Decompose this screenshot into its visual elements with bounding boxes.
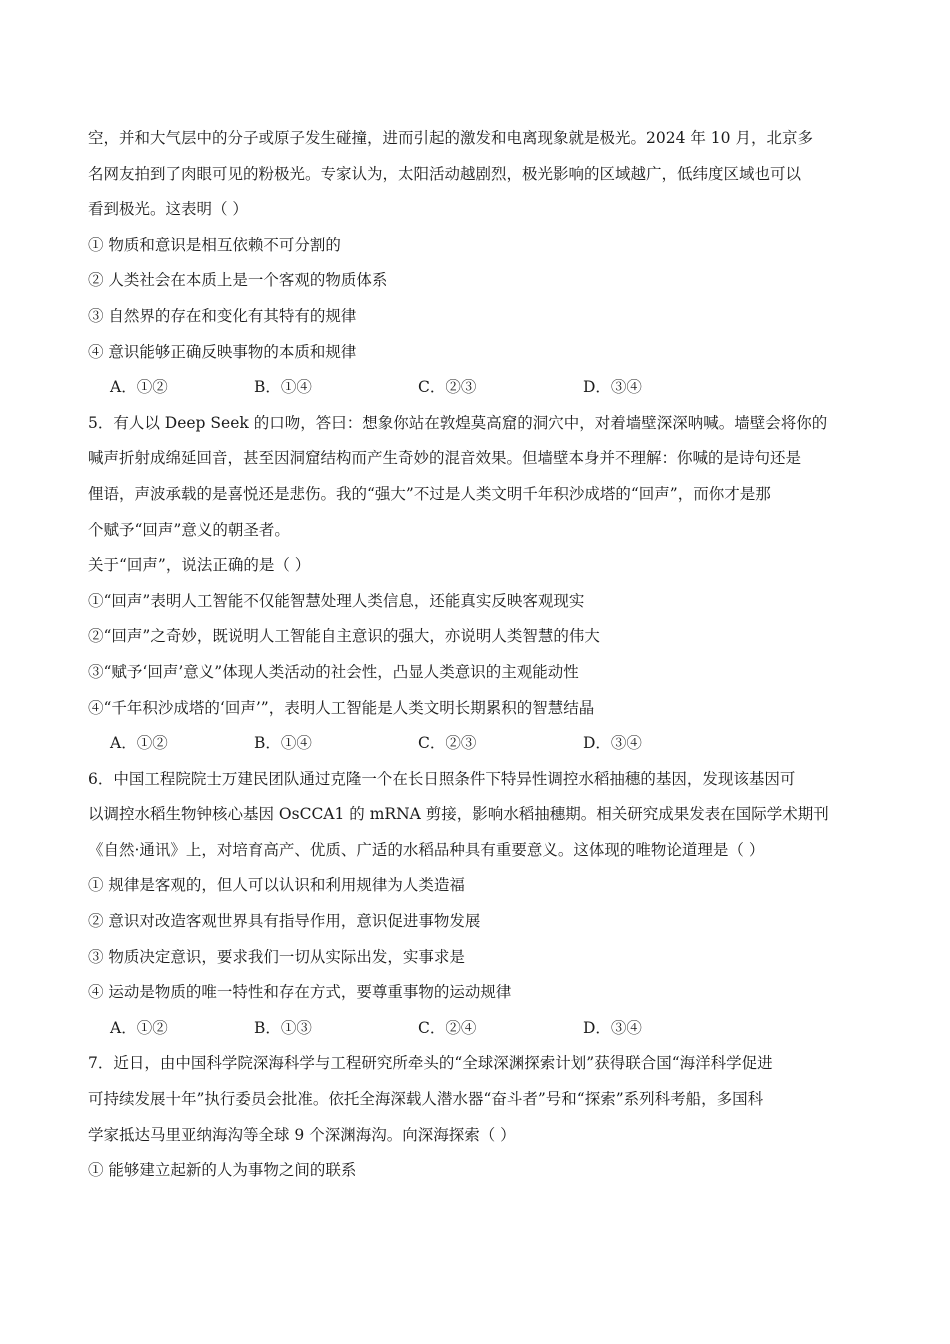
- q4-options: [88, 370, 868, 406]
- q6-stem-line-3: 《自然·通讯》上，对培育高产、优质、广适的水稻品种具有重要意义。这体现的唯物论道理是（ ）: [88, 840, 765, 859]
- page-content: [88, 121, 868, 1189]
- q7-stem-line-3: 学家抵达马里亚纳海沟等全球 9 个深渊海沟。向深海探索（ ）: [88, 1125, 516, 1144]
- q4-statement-2: ② 人类社会在本质上是一个客观的物质体系: [88, 271, 388, 290]
- q5-statement-4: ④“千年积沙成塔的‘回声’”，表明人工智能是人类文明长期累积的智慧结晶: [88, 698, 595, 717]
- q4-option-d: D．③④: [583, 378, 642, 397]
- q4-stem-line-1: 空，并和大气层中的分子或原子发生碰撞，进而引起的激发和电离现象就是极光。2024 年 10 月，北京多: [88, 129, 813, 147]
- q6-option-c: C．②④: [418, 1018, 477, 1037]
- q5-statement-2: ②“回声”之奇妙，既说明人工智能自主意识的强大，亦说明人类智慧的伟大: [88, 627, 600, 646]
- q5-option-b: B．①④: [254, 734, 312, 753]
- q6-option-d: D．③④: [583, 1018, 642, 1037]
- q5-stem-line-4: 个赋予“回声”意义的朝圣者。: [88, 520, 290, 539]
- q5-option-a: A．①②: [110, 734, 168, 753]
- q6-statement-3: ③ 物质决定意识，要求我们一切从实际出发，实事求是: [88, 947, 465, 966]
- q5-option-d: D．③④: [583, 734, 642, 753]
- q6-option-a: A．①②: [110, 1018, 168, 1037]
- q5-stem-line-1: 5．有人以 Deep Seek 的口吻，答曰：想象你站在敦煌莫高窟的洞穴中，对着墙壁深深呐喊。墙壁会将你的: [88, 413, 828, 432]
- q6-stem-line-2: 以调控水稻生物钟核心基因 OsCCA1 的 mRNA 剪接，影响水稻抽穗期。相关研究成果发表在国际学术期刊: [88, 805, 829, 824]
- q5-options: [88, 726, 868, 762]
- q4-stem-line-3: 看到极光。这表明（ ）: [88, 200, 248, 219]
- q5-statement-1: ①“回声”表明人工智能不仅能智慧处理人类信息，还能真实反映客观现实: [88, 591, 585, 610]
- q5-stem-line-3: 俚语，声波承载的是喜悦还是悲伤。我的“强大”不过是人类文明千年积沙成塔的“回声”，而你才是那: [88, 484, 771, 503]
- q4-stem-line-2: 名网友拍到了肉眼可见的粉极光。专家认为，太阳活动越剧烈，极光影响的区域越广，低纬度区域也可以: [88, 164, 802, 183]
- q6-stem-line-1: 6．中国工程院院士万建民团队通过克隆一个在长日照条件下特异性调控水稻抽穗的基因，发现该基因可: [88, 769, 796, 788]
- q4-statement-3: ③ 自然界的存在和变化有其特有的规律: [88, 306, 357, 325]
- q7-statement-1: ① 能够建立起新的人为事物之间的联系: [88, 1161, 357, 1180]
- q7-stem-line-1: 7．近日，由中国科学院深海科学与工程研究所牵头的“全球深渊探索计划”获得联合国“海洋科学促进: [88, 1054, 773, 1073]
- q5-statement-3: ③“赋予‘回声’意义”体现人类活动的社会性，凸显人类意识的主观能动性: [88, 662, 579, 681]
- q6-statement-2: ② 意识对改造客观世界具有指导作用，意识促进事物发展: [88, 912, 481, 931]
- q6-options: [88, 1011, 868, 1047]
- q6-statement-4: ④ 运动是物质的唯一特性和存在方式，要尊重事物的运动规律: [88, 983, 512, 1002]
- q5-option-c: C．②③: [418, 734, 477, 753]
- q5-stem-line-2: 喊声折射成绵延回音，甚至因洞窟结构而产生奇妙的混音效果。但墙壁本身并不理解：你喊的是诗句还是: [88, 449, 802, 468]
- q6-option-b: B．①③: [254, 1018, 312, 1037]
- q4-option-b: B．①④: [254, 378, 312, 397]
- q4-option-a: A．①②: [110, 378, 168, 397]
- q4-statement-4: ④ 意识能够正确反映事物的本质和规律: [88, 342, 357, 361]
- q7-stem-line-2: 可持续发展十年”执行委员会批准。依托全海深载人潜水器“奋斗者”号和“探索”系列科考船，多国科: [88, 1090, 764, 1109]
- q4-statement-1: ① 物质和意识是相互依赖不可分割的: [88, 235, 341, 254]
- q5-stem-line-5: 关于“回声”，说法正确的是（ ）: [88, 556, 311, 575]
- q6-statement-1: ① 规律是客观的，但人可以认识和利用规律为人类造福: [88, 876, 465, 895]
- q4-option-c: C．②③: [418, 378, 477, 397]
